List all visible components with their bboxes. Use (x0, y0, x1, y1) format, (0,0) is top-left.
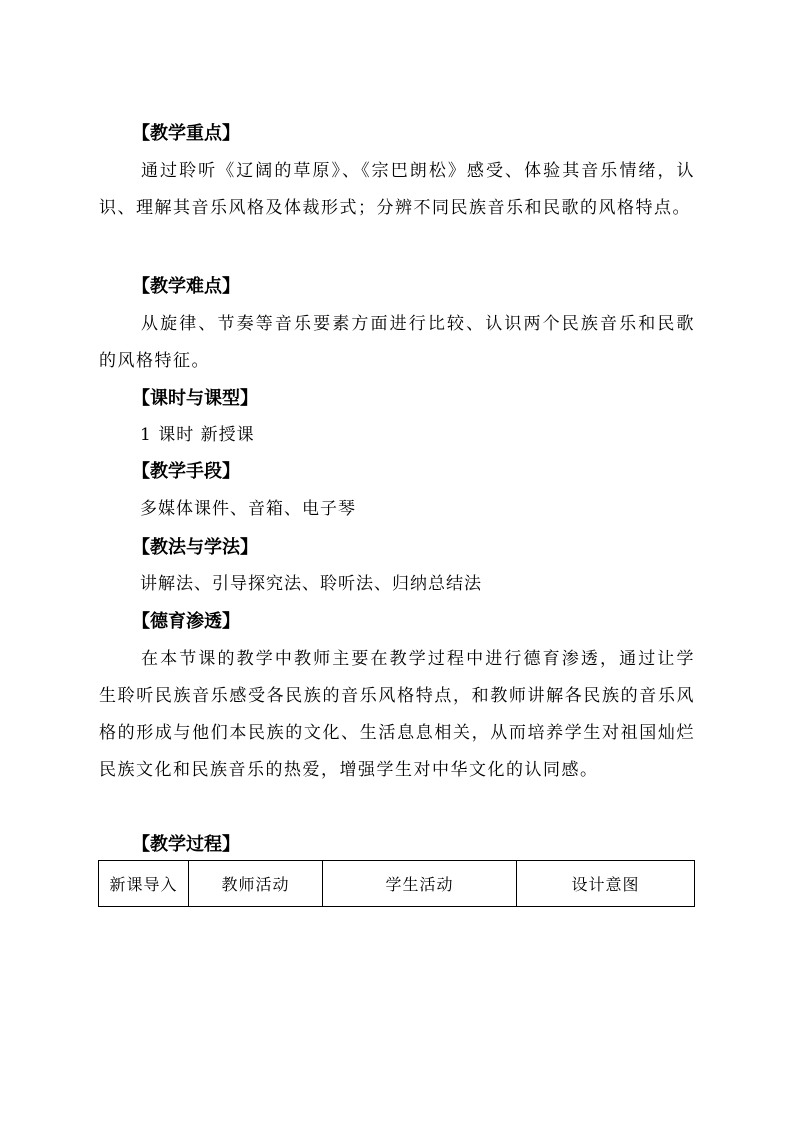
paragraph-moral-education: 在本节课的教学中教师主要在教学过程中进行德育渗透，通过让学生聆听民族音乐感受各民族的音乐风格特点，和教师讲解各民族的音乐风格的形成与他们本民族的文化、生活息息相关，从而培养学生对祖国灿烂民族文化和民族音乐的热爱，增强学生对中华文化的认同感。 (99, 649, 695, 780)
heading-lesson-type: 【课时与课型】 (132, 388, 258, 409)
heading-teaching-focus: 【教学重点】 (132, 123, 240, 144)
text-lesson-type: 1 课时 新授课 (140, 425, 255, 445)
heading-teaching-methods: 【教法与学法】 (132, 537, 258, 558)
heading-teaching-means: 【教学手段】 (132, 461, 240, 482)
table-header-cell: 教师活动 (189, 861, 323, 907)
text-teaching-means: 多媒体课件、音箱、电子琴 (140, 499, 356, 519)
table-header-cell: 学生活动 (323, 861, 517, 907)
table-header-row (99, 861, 695, 907)
paragraph-teaching-focus: 通过聆听《辽阔的草原》、《宗巴朗松》感受、体验其音乐情绪，认识、理解其音乐风格及体裁形式；分辨不同民族音乐和民歌的风格特点。 (99, 161, 695, 218)
heading-teaching-process: 【教学过程】 (132, 834, 240, 855)
heading-moral-education: 【德育渗透】 (132, 611, 240, 632)
paragraph-teaching-difficulty: 从旋律、节奏等音乐要素方面进行比较、认识两个民族音乐和民歌的风格特征。 (99, 314, 695, 371)
text-teaching-methods: 讲解法、引导探究法、聆听法、归纳总结法 (140, 574, 482, 594)
table-header-cell: 设计意图 (517, 861, 695, 907)
heading-teaching-difficulty: 【教学难点】 (132, 276, 240, 297)
table-header-cell: 新课导入 (99, 861, 189, 907)
teaching-process-table (98, 860, 695, 907)
